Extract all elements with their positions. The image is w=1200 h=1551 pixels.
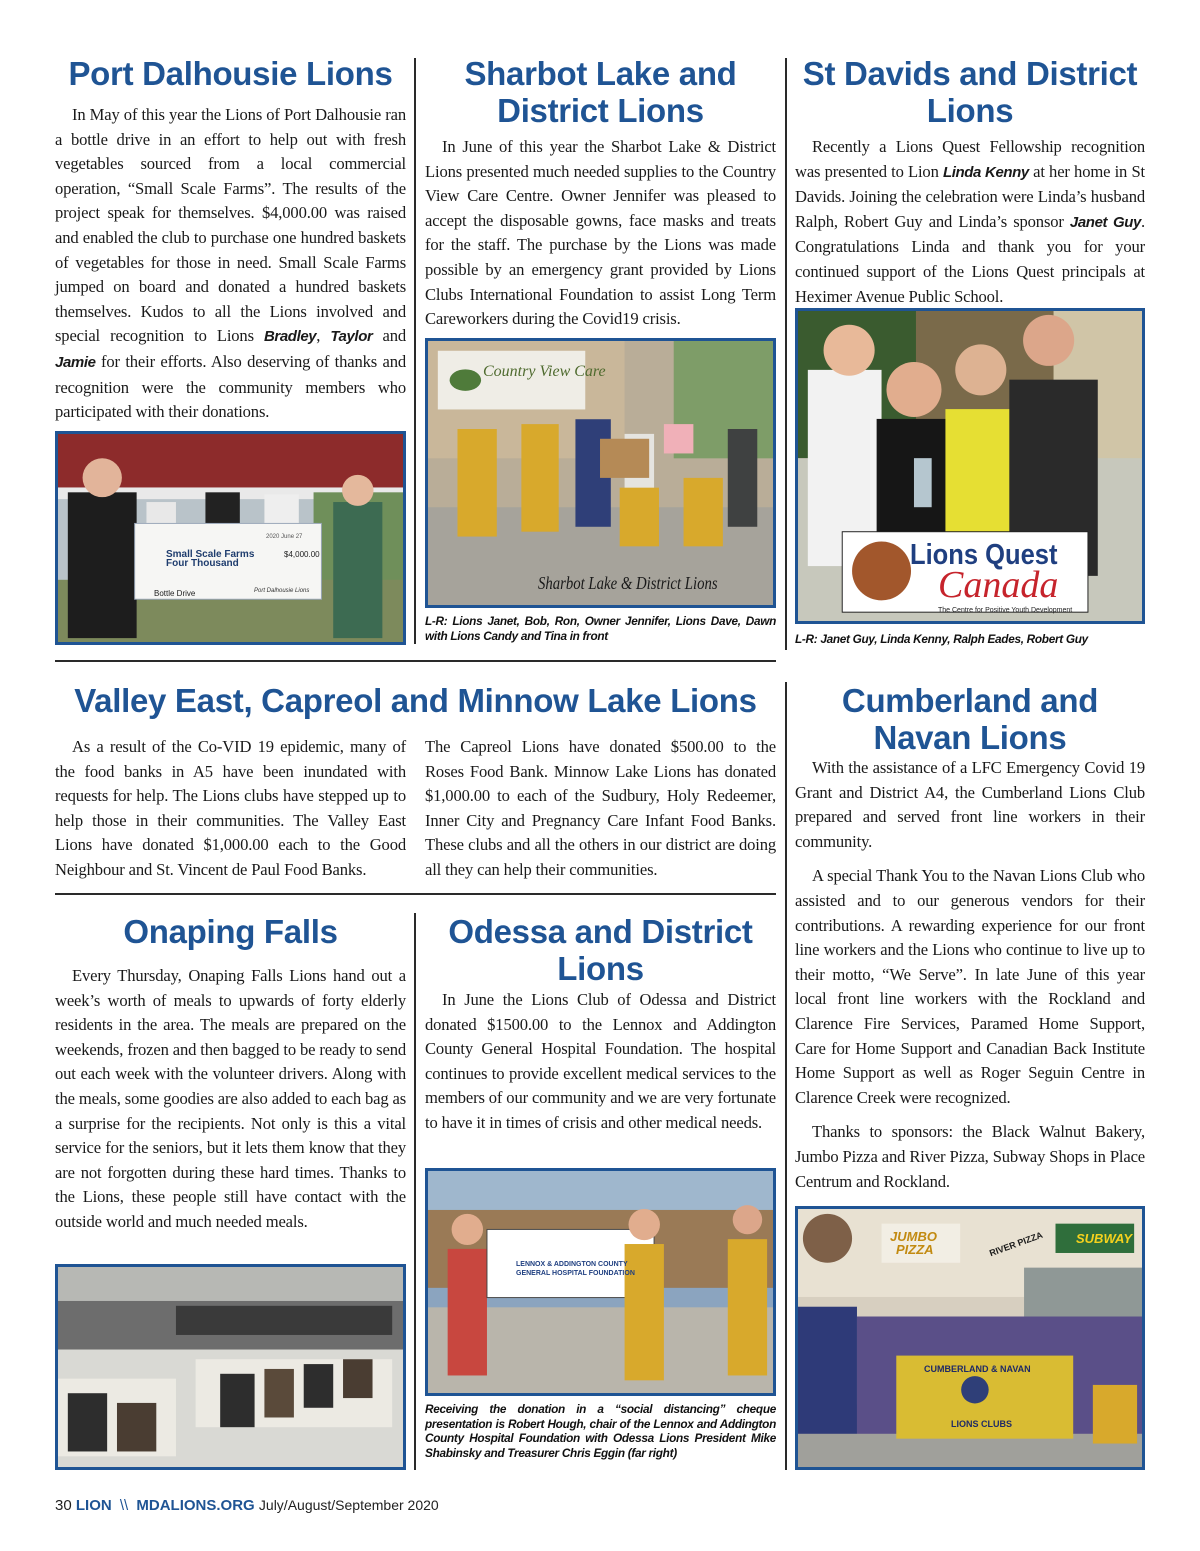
lions-quest-line2: Canada	[938, 564, 1059, 606]
article-title: Onaping Falls	[123, 913, 338, 950]
article-onaping-falls	[55, 913, 406, 1235]
article-body: In June of this year the Sharbot Lake & District Lions presented much needed supplies to the Country View Care Centre. Owner Jennifer was pleased to accept the disposable gowns, face masks and treats for the staff. The purchase by the Lions was made possible by an emergency grant provided by Lions Clubs International Foundation to assist Long Term Careworkers during the Covid19 crisis.	[425, 137, 776, 329]
photo-caption: L-R: Janet Guy, Linda Kenny, Ralph Eades, Robert Guy	[795, 632, 1088, 646]
article-cumberland-navan	[795, 682, 1145, 1194]
photo-caption: Receiving the donation in a “social distancing” cheque presentation is Robert Hough, chair of the Lennox and Addington County Hospital Foundation with Odessa Lions President Mike Shabinsky and Treasurer Chris Eggin (far right)	[425, 1402, 776, 1460]
cheque-signer: Port Dalhousie Lions	[254, 588, 310, 594]
article-title: Valley East, Capreol and Minnow Lake Lions	[74, 682, 757, 719]
cheque-words: Four Thousand	[166, 558, 239, 569]
cheque-payee: Small Scale Farms	[166, 549, 255, 560]
lions-quest-line1: Lions Quest	[910, 539, 1058, 571]
article-body: In June the Lions Club of Odessa and District donated $1500.00 to the Lennox and Addington County General Hospital Foundation. The hospital continues to provide excellent medical services to the members of our community and we are very fortunate to have it in times of crisis and other medical needs.	[425, 990, 776, 1132]
article-body: Recently a Lions Quest Fellowship recognition was presented to Lion Linda Kenny at her home in St Davids. Joining the celebration were Linda’s husband Ralph, Robert Guy and Linda’s sponsor Janet Guy. Congratulations Linda and thank you for your continued support of the Lions Quest principals at Heximer Avenue Public School.	[795, 137, 1145, 306]
article-body: In May of this year the Lions of Port Dalhousie ran a bottle drive in an effort to help out with fresh vegetables sourced from a local commercial operation, “Small Scale Farms”. The results of the project speak for themselves. $4,000.00 was raised and enabled the club to purchase one hundred baskets of vegetables for those in need. Small Scale Farms jumped on board and donated a hundred baskets themselves. Kudos to all the Lions involved and special recognition to Lions Bradley, Taylor and Jamie for their efforts. Also deserving of thanks and recognition were the community members who participated with their donations.	[55, 105, 407, 422]
photo-port-dalhousie-cheque	[55, 431, 406, 645]
banner-top-text: CUMBERLAND & NAVAN	[924, 1364, 1031, 1374]
banner-bottom-text: LIONS CLUBS	[951, 1419, 1013, 1429]
photo-odessa-cheque	[425, 1168, 776, 1396]
lion-name: Linda Kenny	[942, 163, 1029, 181]
sign-jumbo-pizza-2: PIZZA	[896, 1242, 934, 1257]
cheque-date: 2020 June 27	[266, 534, 303, 540]
sign-jumbo-pizza-1: JUMBO	[890, 1229, 937, 1244]
article-body: The Capreol Lions have donated $500.00 to the Roses Food Bank. Minnow Lake Lions has donated $1,000.00 to each of the Sudbury, Holy Redeemer, Inner City and Pregnancy Care Infant Food Banks. These clubs and all the others in our district are doing all they can help their communities.	[425, 737, 776, 879]
photo-cumberland-front-line	[795, 1206, 1145, 1470]
article-title: Odessa and District Lions	[448, 913, 753, 987]
section-divider	[55, 660, 776, 662]
lion-name: Janet Guy	[1069, 213, 1141, 231]
article-body: With the assistance of a LFC Emergency Covid 19 Grant and District A4, the Cumberland Lions Club prepared and served front line workers in their community.	[795, 758, 1145, 851]
cheque-memo: Bottle Drive	[154, 589, 196, 598]
photo-st-davids-recognition	[795, 308, 1145, 624]
page-number: 30	[55, 1497, 72, 1514]
article-sharbot-lake	[425, 55, 776, 332]
article-body: Every Thursday, Onaping Falls Lions hand out a week’s worth of meals to upwards of forty elderly residents in the area. The meals are prepared on the weekends, frozen and then bagged to be ready to send out each week with the volunteer drivers. Along with the meals, some goodies are also added to each bag as a surprise for the recipients. Not only is this a vital service for the seniors, but it lets them know that they are not forgotten during these hard times. Thanks to the Lions, these people still have contact with the outside world and much needed meals.	[55, 966, 406, 1231]
article-title: Cumberland and Navan Lions	[841, 682, 1099, 756]
article-valley-east-col2	[425, 735, 776, 883]
section-divider	[55, 893, 776, 895]
column-divider	[414, 58, 416, 644]
article-title: Port Dalhousie Lions	[68, 55, 393, 92]
page-footer	[55, 1497, 439, 1514]
odessa-cheque-line2: GENERAL HOSPITAL FOUNDATION	[516, 1270, 635, 1277]
column-divider	[785, 682, 787, 1470]
magazine-name: LION	[75, 1497, 112, 1514]
article-body: As a result of the Co-VID 19 epidemic, many of the food banks in A5 have been inundated with requests for help. The Lions clubs have stepped up to help those in their communities. The Valley East Lions have donated $1,000.00 each to the Good Neighbour and St. Vincent de Paul Food Banks.	[55, 737, 406, 879]
article-odessa	[425, 913, 776, 1136]
photo-onaping-meals	[55, 1264, 406, 1470]
article-title: Sharbot Lake and District Lions	[464, 55, 737, 129]
photo-sharbot-lake-supplies	[425, 338, 776, 608]
article-port-dalhousie	[55, 55, 406, 425]
article-st-davids	[795, 55, 1145, 309]
photo-caption: L-R: Lions Janet, Bob, Ron, Owner Jennifer, Lions Dave, Dawn with Lions Candy and Tina in front	[425, 614, 776, 643]
article-valley-east	[55, 682, 776, 732]
article-body: A special Thank You to the Navan Lions Club who assisted and to our generous vendors for their contributions. A rewarding experience for our front line workers and the Lions who continue to live up to their motto, “We Serve”. In late June of this year local front line workers with the Rockland and Clarence Fire Services, Paramed Home Support, Care for Home Support and Canadian Back Institute Home Support as well as Roger Seguin Centre in Clarence Creek were recognized.	[795, 866, 1145, 1107]
photo-overlay-text: Sharbot Lake & District Lions	[538, 573, 718, 593]
lion-name: Jamie	[55, 353, 96, 371]
lions-quest-tagline: The Centre for Positive Youth Development	[938, 607, 1073, 614]
sign-country-view-care: Country View Care	[483, 363, 606, 380]
lion-name: Bradley	[264, 328, 317, 346]
article-title: St Davids and District Lions	[802, 55, 1138, 129]
sign-river-pizza: RIVER PIZZA	[987, 1229, 1045, 1259]
column-divider	[414, 913, 416, 1470]
article-valley-east-col1	[55, 735, 406, 883]
footer-separator: \\	[119, 1497, 129, 1514]
website-link[interactable]: MDALIONS.ORG	[136, 1497, 255, 1514]
cheque-amount: $4,000.00	[284, 550, 320, 559]
column-divider	[785, 58, 787, 650]
issue-date: July/August/September 2020	[258, 1497, 439, 1513]
sign-subway: SUBWAY	[1076, 1231, 1133, 1246]
odessa-cheque-line1: LENNOX & ADDINGTON COUNTY	[516, 1261, 628, 1268]
lion-name: Taylor	[330, 328, 373, 346]
article-body: Thanks to sponsors: the Black Walnut Bakery, Jumbo Pizza and River Pizza, Subway Shops in Place Centrum and Rockland.	[795, 1122, 1145, 1191]
